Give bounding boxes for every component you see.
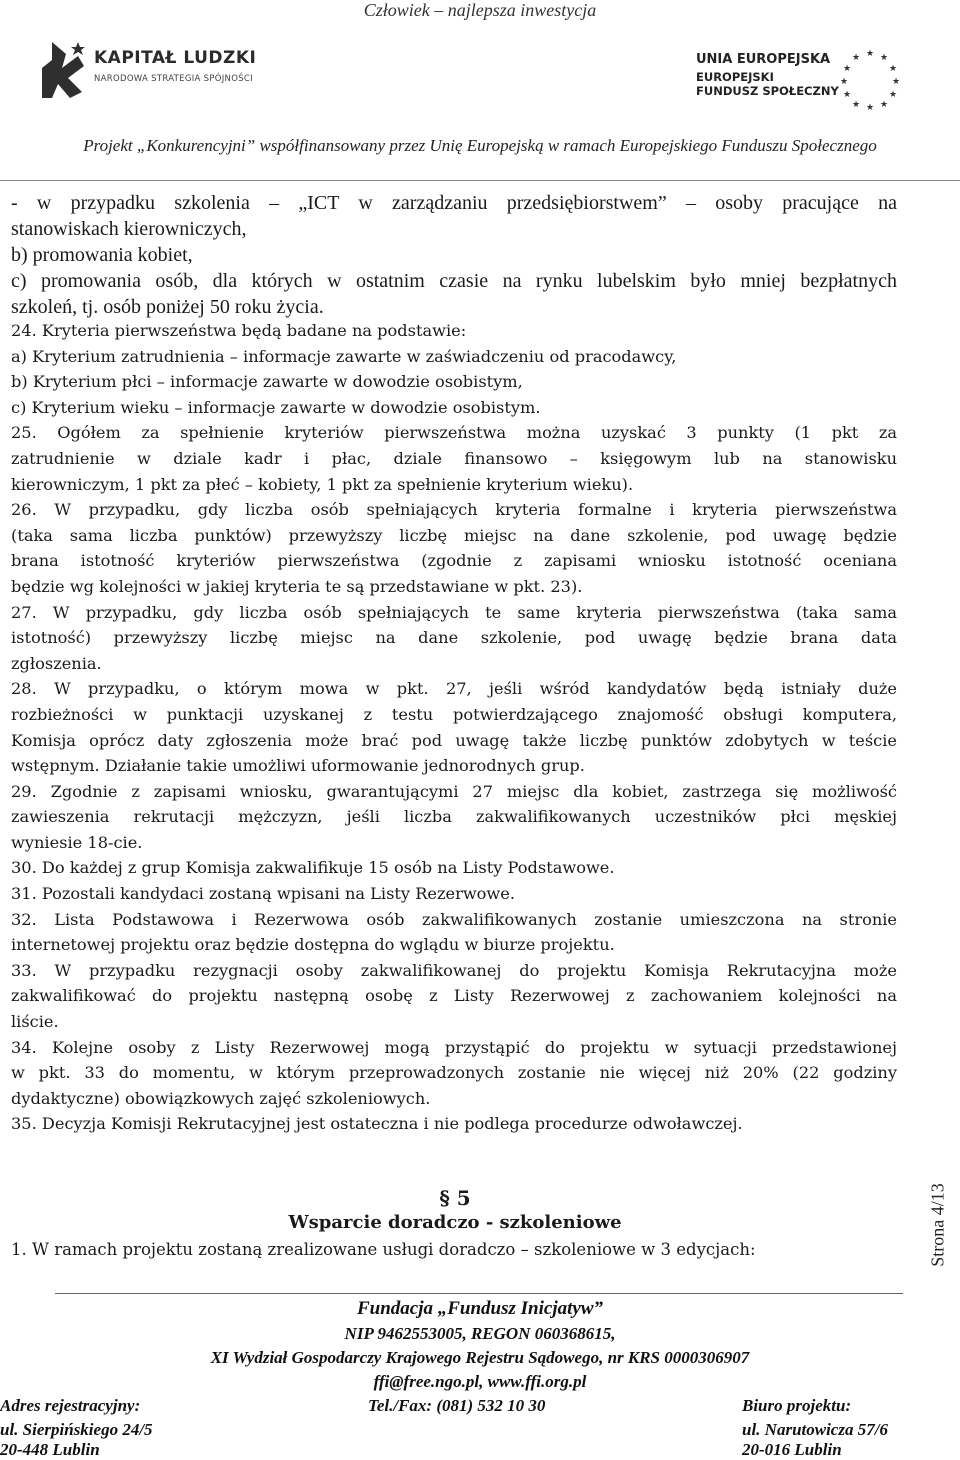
- footer-tel: Tel./Fax: (081) 532 10 30: [368, 1396, 546, 1415]
- svg-text:★: ★: [888, 90, 898, 100]
- body-line: wstępnym. Działanie takie umożliwi uformowanie jednorodnych grup.: [11, 756, 585, 776]
- body-line: - w przypadku szkolenia – „ICT w zarządzaniu przedsiębiorstwem” – osoby pracujące na: [11, 192, 897, 214]
- footer-office-label: Biuro projektu:: [742, 1396, 852, 1415]
- body-line: c) promowania osób, dla których w ostatnim czasie na rynku lubelskim było mniej bezpłatnych: [11, 270, 897, 292]
- body-serif-block: [11, 190, 897, 320]
- svg-text:★: ★: [865, 103, 875, 110]
- section-title: Wsparcie doradczo - szkoleniowe: [288, 1212, 622, 1233]
- body-line: Komisja oprócz daty zgłoszenia może brać pod uwagę także liczbę punktów zdobytych w teście: [11, 730, 897, 750]
- body-line: internetowej projektu oraz będzie dostępna do wglądu w biurze projektu.: [11, 935, 615, 955]
- body-line: zatrudnienie w dziale kadr i płac, dziale finansowo – księgowym lub na stanowisku: [11, 448, 897, 468]
- svg-text:★: ★: [879, 53, 889, 63]
- svg-text:★: ★: [842, 64, 852, 74]
- header-divider: [0, 180, 960, 181]
- body-line: szkoleń, tj. osób poniżej 50 roku życia.: [11, 296, 324, 318]
- section-item: 1. W ramach projektu zostaną zrealizowane usługi doradczo – szkoleniowe w 3 edycjach:: [11, 1240, 756, 1259]
- footer-org: Fundacja „Fundusz Inicjatyw”: [356, 1298, 604, 1319]
- svg-text:★: ★: [851, 100, 861, 110]
- eu-logo-line2: EUROPEJSKI: [696, 70, 774, 84]
- body-line: c) Kryterium wieku – informacje zawarte w dowodzie osobistym.: [11, 397, 541, 417]
- svg-text:★: ★: [888, 64, 898, 74]
- svg-text:★: ★: [865, 49, 875, 59]
- footer-address-line2: 20-448 Lublin: [0, 1440, 100, 1459]
- body-line: w pkt. 33 do momentu, w którym przeprowadzonych zostanie nie więcej niż 20% (22 godziny: [11, 1063, 897, 1083]
- eu-logo: [690, 49, 920, 114]
- project-line: Projekt „Konkurencyjni” współfinansowany przez Unię Europejską w ramach Europejskiego Funduszu Społecznego: [83, 136, 877, 155]
- eu-logo-line3: FUNDUSZ SPOŁECZNY: [696, 84, 839, 98]
- body-line: 31. Pozostali kandydaci zostaną wpisani na Listy Rezerwowe.: [11, 884, 516, 904]
- kapital-ludzki-logo: [38, 38, 288, 100]
- body-line: 34. Kolejne osoby z Listy Rezerwowej mogą przystąpić do projektu w sytuacji przedstawionej: [11, 1037, 897, 1057]
- body-line: liście.: [11, 1012, 59, 1032]
- body-line: 28. W przypadku, o którym mowa w pkt. 27, jeśli wśród kandydatów będą istniały duże: [11, 679, 897, 699]
- body-line: (taka sama liczba punktów) przewyższy liczbę miejsc na dane szkolenie, pod uwagę będzie: [11, 525, 897, 545]
- footer-address-label: Adres rejestracyjny:: [0, 1396, 141, 1415]
- eu-stars-icon: [838, 46, 902, 110]
- body-line: 25. Ogółem za spełnienie kryteriów pierwszeństwa można uzyskać 3 punkty (1 pkt za: [11, 423, 897, 443]
- svg-text:★: ★: [851, 53, 861, 63]
- body-line: 30. Do każdej z grup Komisja zakwalifikuje 15 osób na Listy Podstawowe.: [11, 858, 615, 878]
- svg-text:★: ★: [879, 100, 889, 110]
- page-number: [918, 1160, 958, 1290]
- body-line: brana istotność kryteriów pierwszeństwa (zgodnie z zapisami wniosku istotność oceniana: [11, 551, 897, 571]
- body-line: b) promowania kobiet,: [11, 244, 193, 266]
- footer-email: ffi@free.ngo.pl, www.ffi.org.pl: [373, 1372, 587, 1391]
- body-line: wyniesie 18-cie.: [11, 832, 143, 852]
- footer-office-line2: 20-016 Lublin: [742, 1440, 842, 1459]
- svg-text:★: ★: [839, 77, 849, 87]
- footer-office-line1: ul. Narutowicza 57/6: [742, 1420, 888, 1439]
- footer-nip: NIP 9462553005, REGON 060368615,: [344, 1324, 616, 1343]
- header-tagline: Człowiek – najlepsza inwestycja: [363, 0, 597, 20]
- body-main-block: [11, 318, 897, 1137]
- eu-logo-line1: UNIA EUROPEJSKA: [696, 52, 831, 67]
- body-line: stanowiskach kierowniczych,: [11, 218, 247, 240]
- body-line: 27. W przypadku, gdy liczba osób spełniających te same kryteria pierwszeństwa (taka sama: [11, 602, 897, 622]
- body-line: dydaktyczne) obowiązkowych zajęć szkoleniowych.: [11, 1088, 431, 1108]
- body-line: zgłoszenia.: [11, 653, 102, 673]
- body-line: 33. W przypadku rezygnacji osoby zakwalifikowanej do projektu Komisja Rekrutacyjna może: [11, 960, 897, 980]
- body-line: b) Kryterium płci – informacje zawarte w dowodzie osobistym,: [11, 372, 523, 392]
- logo-left-title: KAPITAŁ LUDZKI: [94, 48, 257, 68]
- body-line: 26. W przypadku, gdy liczba osób spełniających kryteria formalne i kryteria pierwszeństwa: [11, 500, 897, 520]
- body-line: zawieszenia rekrutacji mężczyzn, jeśli liczba zakwalifikowanych uczestników płci męskiej: [11, 807, 897, 827]
- footer-address-line1: ul. Sierpińskiego 24/5: [0, 1420, 153, 1439]
- svg-text:★: ★: [842, 90, 852, 100]
- body-line: 32. Lista Podstawowa i Rezerwowa osób zakwalifikowanych zostanie umieszczona na stronie: [11, 909, 897, 929]
- body-line: 24. Kryteria pierwszeństwa będą badane na podstawie:: [11, 321, 467, 340]
- body-line: kierowniczym, 1 pkt za płeć – kobiety, 1 pkt za spełnienie kryterium wieku).: [11, 474, 634, 494]
- svg-text:★: ★: [891, 77, 901, 87]
- body-line: zakwalifikować do projektu następną osobę z Listy Rezerwowej z zachowaniem kolejności na: [11, 986, 897, 1006]
- page-number-text: Strona 4/13: [927, 1183, 948, 1267]
- section-sign: § 5: [439, 1186, 471, 1210]
- body-line: rozbieżności w punktacji uzyskanej z testu potwierdzającego znajomość obsługi komputera,: [11, 704, 897, 724]
- body-line: będzie wg kolejności w jakiej kryteria te są przedstawiane w pkt. 23).: [11, 576, 583, 596]
- body-line: 35. Decyzja Komisji Rekrutacyjnej jest ostateczna i nie podlega procedurze odwoławczej.: [11, 1114, 743, 1134]
- body-line: a) Kryterium zatrudnienia – informacje zawarte w zaświadczeniu od pracodawcy,: [11, 346, 677, 366]
- body-line: 29. Zgodnie z zapisami wniosku, gwarantującymi 27 miejsc dla kobiet, zastrzega się możliwość: [11, 781, 897, 801]
- logo-left-subtitle: NARODOWA STRATEGIA SPÓJNOŚCI: [94, 74, 253, 84]
- footer-divider: [55, 1293, 903, 1294]
- body-line: istotność) przewyższy liczbę miejsc na dane szkolenie, pod uwagę będzie brana data: [11, 628, 897, 648]
- kapital-ludzki-emblem-icon: [38, 38, 88, 100]
- footer-krs: XI Wydział Gospodarczy Krajowego Rejestru Sądowego, nr KRS 0000306907: [210, 1348, 750, 1367]
